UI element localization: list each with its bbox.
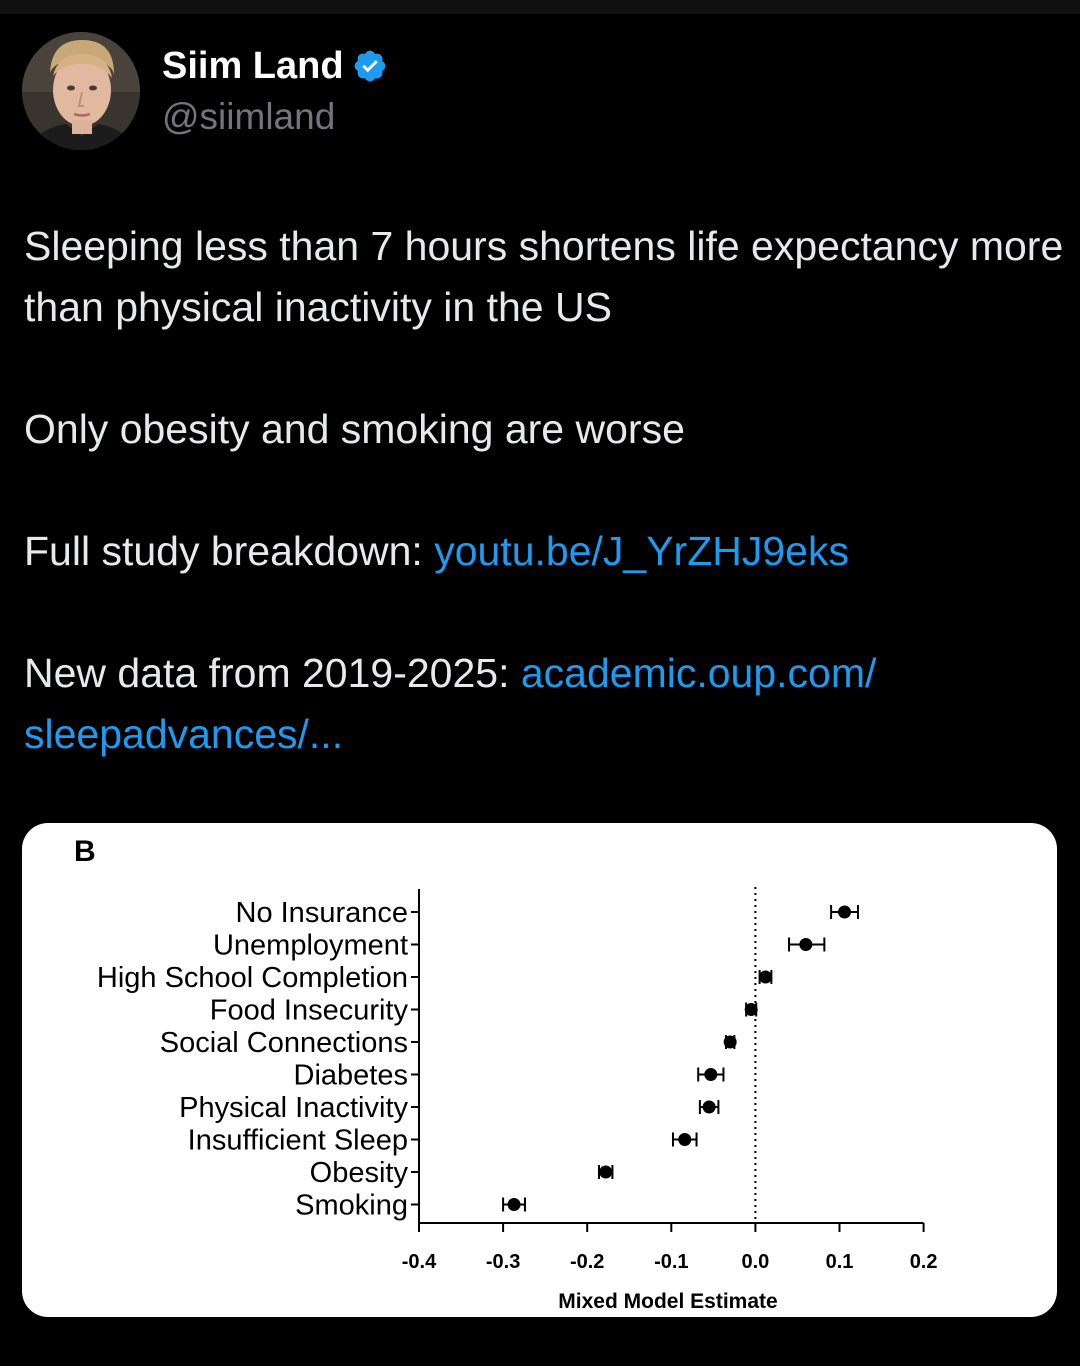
x-tick-label: 0.1 [825,1251,854,1273]
author-display-name[interactable]: Siim Land [162,45,344,87]
data-point [745,1003,758,1016]
data-point [759,971,772,984]
study-link-line-2[interactable]: sleepadvances/... [24,711,344,757]
data-point [678,1133,691,1146]
x-tick-label: -0.1 [654,1251,689,1273]
media-image[interactable] [22,823,1057,1317]
author-name-row[interactable] [162,44,388,88]
data-point [724,1036,737,1049]
data-point [599,1166,612,1179]
x-tick-label: 0.0 [741,1251,770,1273]
data-point [838,906,851,919]
y-tick-label: Social Connections [159,1027,408,1059]
profile-photo-icon [22,32,140,150]
x-tick-label: -0.3 [485,1251,521,1273]
y-tick-label: High School Completion [96,962,408,994]
tweet-paragraph-text: Sleeping less than 7 hours shortens life expectancy more than physical inactivity in the US [24,223,1064,330]
x-axis-label: Mixed Model Estimate [558,1290,778,1313]
y-tick-label: Physical Inactivity [179,1092,408,1124]
tweet-paragraph [24,399,1064,460]
y-tick-label: Obesity [309,1157,408,1189]
data-point [508,1198,521,1211]
data-point [703,1101,716,1114]
data-point [799,938,812,951]
x-tick-label: -0.2 [569,1251,605,1273]
forest-plot-chart [22,823,1057,1317]
y-tick-label: Insufficient Sleep [187,1124,408,1157]
y-tick-label: Food Insecurity [209,994,408,1027]
avatar[interactable] [22,32,140,150]
author-handle[interactable]: @siimland [162,96,336,137]
x-tick-label: -0.4 [401,1251,437,1273]
tweet-paragraph [24,521,1064,582]
tweet-paragraph [24,643,1064,765]
tweet-body [24,216,1064,765]
verified-badge-icon [352,48,388,84]
tweet-paragraph-text: Full study breakdown: [24,528,435,574]
y-tick-label: Diabetes [293,1059,408,1092]
tweet-paragraph-text: New data from 2019-2025: [24,650,521,696]
data-point [704,1068,717,1081]
youtube-link[interactable]: youtu.be/J_YrZHJ9eks [434,528,849,574]
study-link-line-1[interactable]: academic.oup.com/ [520,650,877,696]
x-tick-label: 0.2 [909,1251,938,1273]
top-status-strip [0,0,1080,14]
y-tick-label: No Insurance [235,897,408,929]
tweet-paragraph [24,216,1064,338]
panel-label: B [74,835,96,868]
y-tick-label: Smoking [295,1189,408,1222]
y-tick-label: Unemployment [212,929,408,962]
tweet-paragraph-text: Only obesity and smoking are worse [24,406,685,452]
